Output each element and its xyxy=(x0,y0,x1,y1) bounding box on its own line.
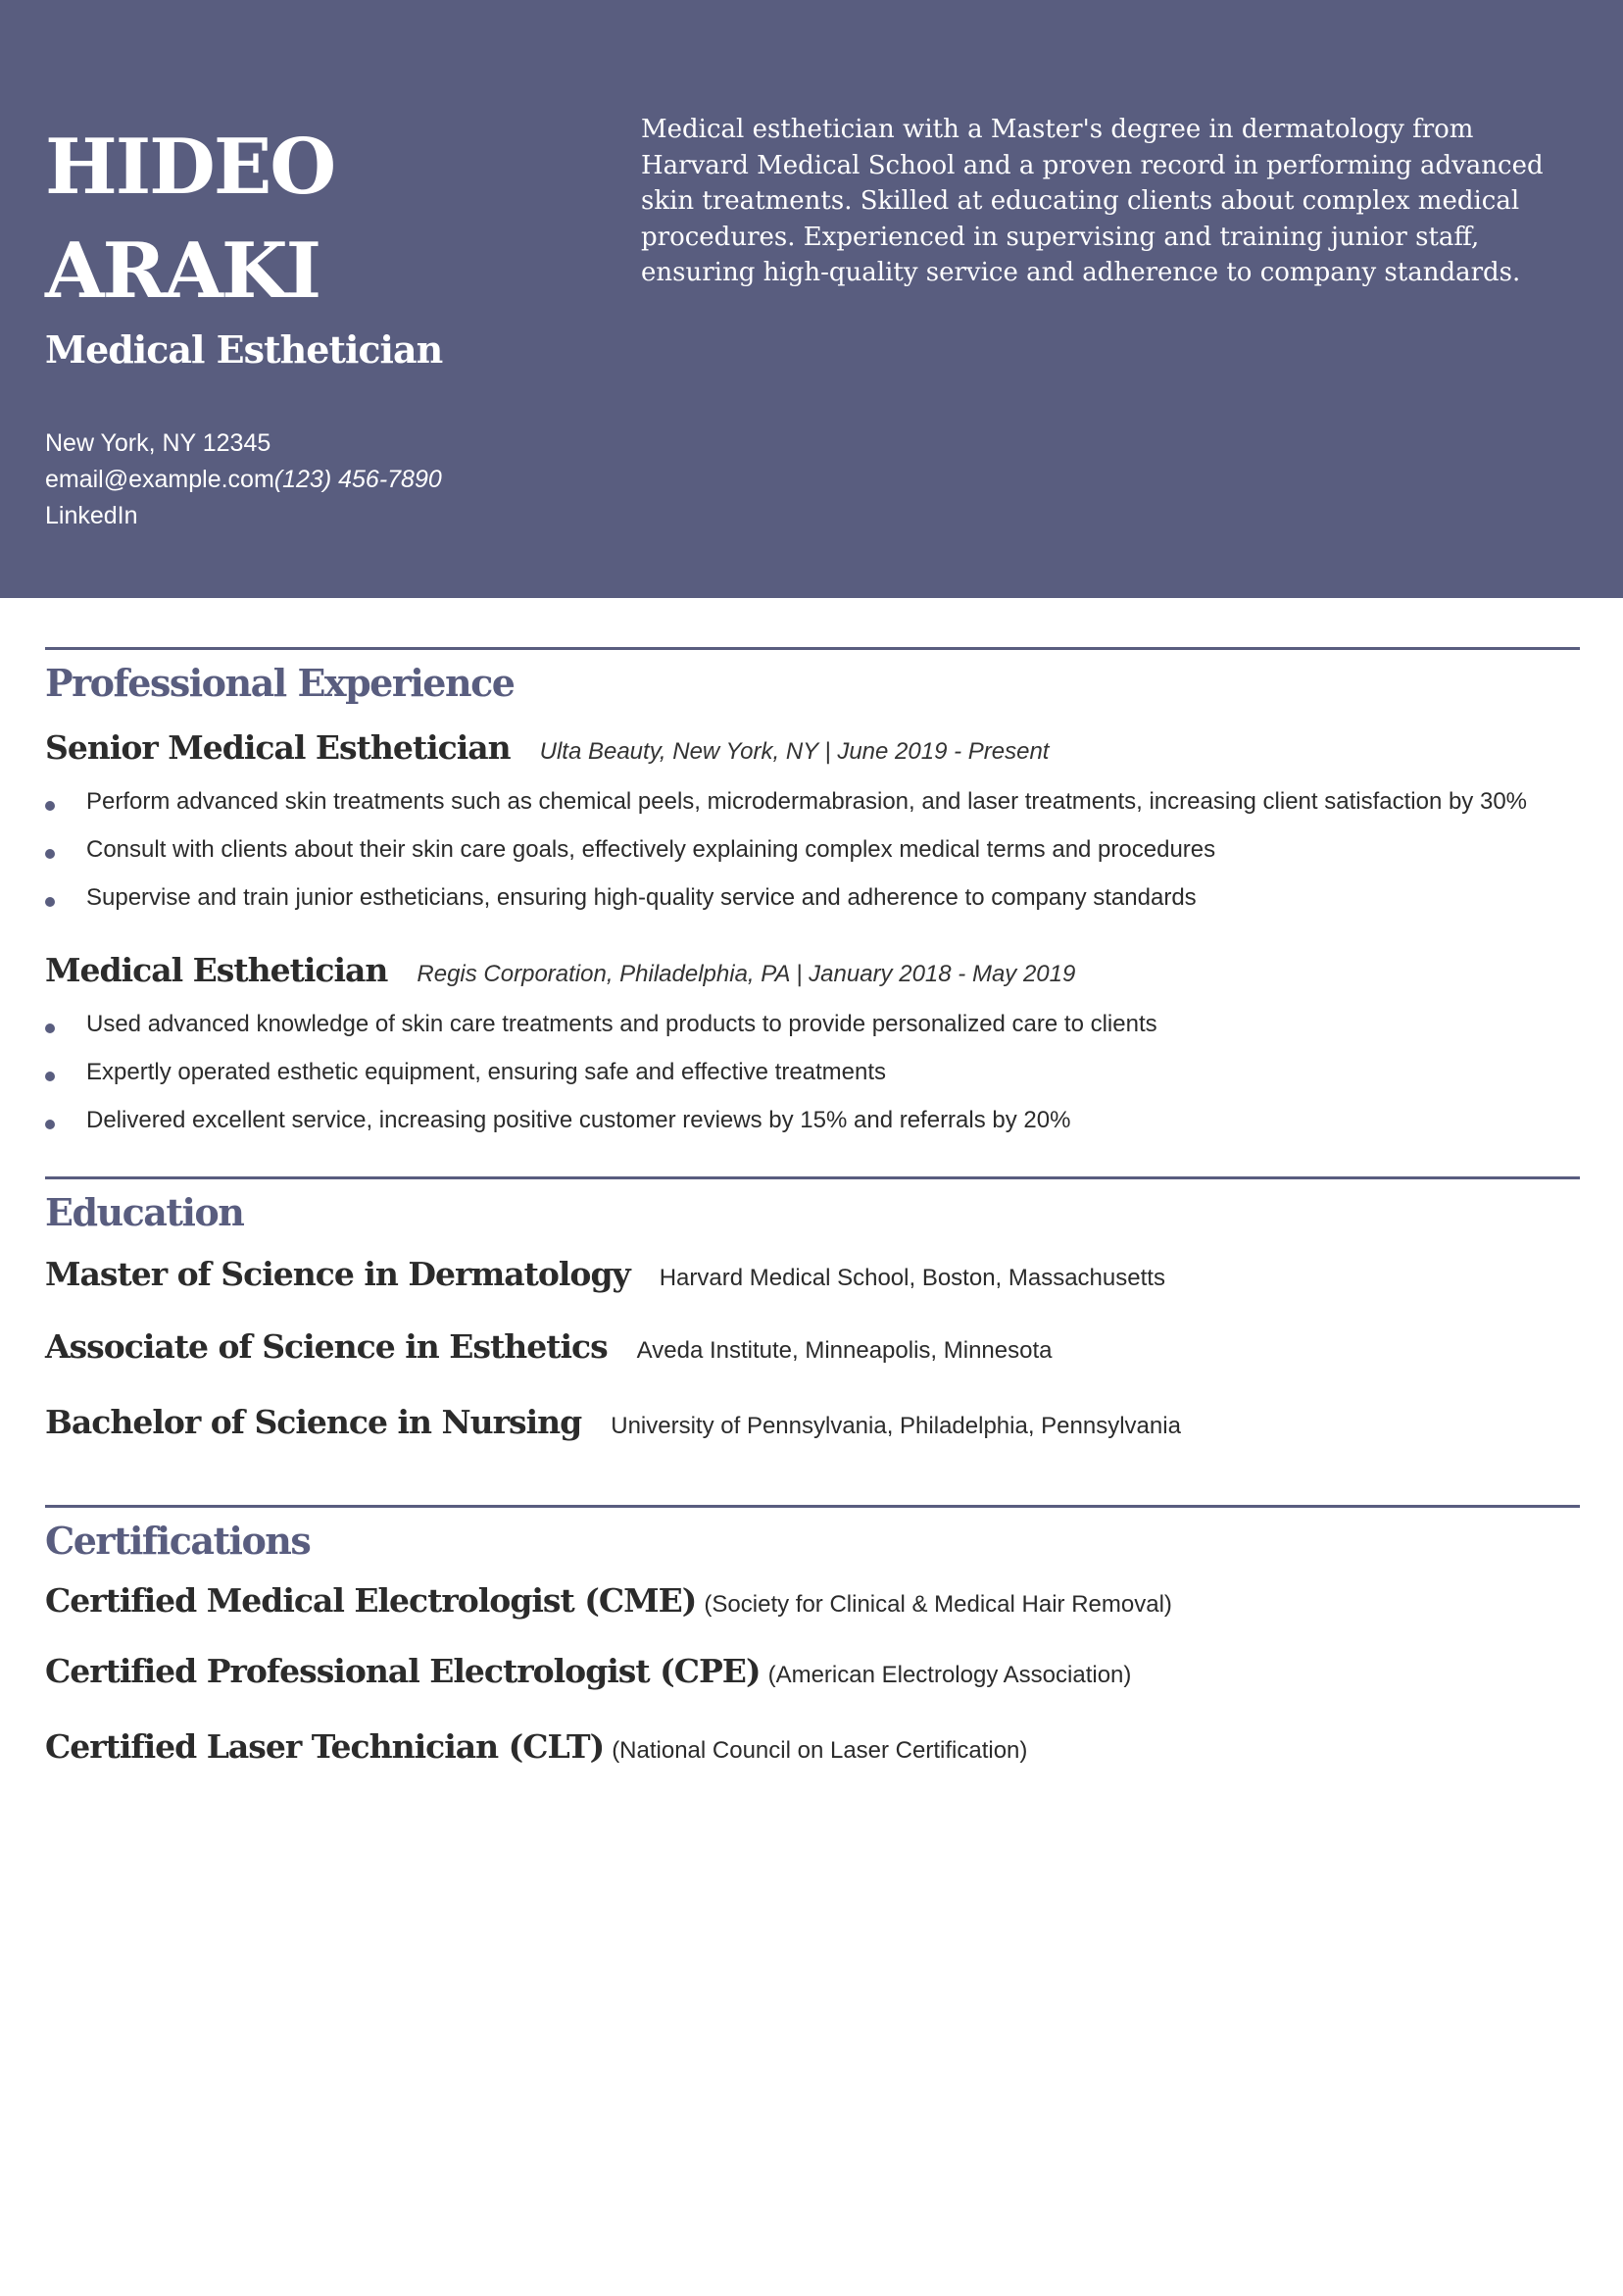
resume-header xyxy=(0,0,1623,598)
bullet-text: Consult with clients about their skin care goals, effectively explaining complex medical terms and procedures xyxy=(86,836,1216,863)
phone: (123) 456-7890 xyxy=(273,466,442,493)
certification-name: Certified Medical Electrologist (CME) xyxy=(45,1581,697,1620)
education-school: University of Pennsylvania, Philadelphia, Pennsylvania xyxy=(611,1413,1181,1439)
contact-line xyxy=(45,462,442,498)
section-title-certifications: Certifications xyxy=(45,1519,311,1563)
job-entry-meta: Regis Corporation, Philadelphia, PA | January 2018 - May 2019 xyxy=(417,961,1076,987)
last-name: ARAKI xyxy=(45,226,320,316)
education-school: Aveda Institute, Minneapolis, Minnesota xyxy=(636,1337,1053,1364)
certification-org: (American Electrology Association) xyxy=(767,1662,1132,1688)
education-entry xyxy=(45,1384,1580,1460)
bullet-icon xyxy=(45,801,55,811)
bullet-icon xyxy=(45,1023,55,1033)
job-bullets xyxy=(45,1000,1580,1144)
certification-entry xyxy=(45,1633,1580,1709)
candidate-name xyxy=(45,116,555,324)
job-entry-meta: Ulta Beauty, New York, NY | June 2019 - Present xyxy=(539,738,1050,765)
summary: Medical esthetician with a Master's degree in dermatology from Harvard Medical School and a proven record in performing advanced skin treatments. Skilled at educating clients about complex medical procedures. Experienced in supervising and training junior staff, ensuring high-quality service and adherence to company standards. xyxy=(641,115,1544,287)
bullet-icon xyxy=(45,1072,55,1081)
education-school: Harvard Medical School, Boston, Massachusetts xyxy=(659,1265,1165,1291)
first-name: HIDEO xyxy=(45,123,335,212)
list-item xyxy=(45,1048,1580,1096)
education-entry xyxy=(45,1240,1580,1309)
bullet-text: Expertly operated esthetic equipment, ensuring safe and effective treatments xyxy=(86,1059,887,1085)
bullet-text: Perform advanced skin treatments such as chemical peels, microdermabrasion, and laser treatments, increasing client satisfaction by 30% xyxy=(86,788,1528,815)
job-bullets xyxy=(45,777,1580,922)
section-title-education: Education xyxy=(45,1190,244,1234)
job-title: Medical Esthetician xyxy=(45,327,443,372)
education-degree: Associate of Science in Esthetics xyxy=(45,1327,608,1366)
bullet-icon xyxy=(45,897,55,907)
bullet-icon xyxy=(45,849,55,859)
bullet-text: Used advanced knowledge of skin care treatments and products to provide personalized care to clients xyxy=(86,1011,1157,1037)
section-divider xyxy=(45,1505,1580,1508)
job-header xyxy=(45,719,1580,777)
email-link[interactable]: email@example.com xyxy=(45,466,274,493)
list-item xyxy=(45,777,1580,825)
contact-info xyxy=(45,425,442,534)
list-item xyxy=(45,873,1580,922)
job-entry xyxy=(45,719,1580,922)
certifications-section xyxy=(45,1505,1580,1784)
job-entry-title: Medical Esthetician xyxy=(45,951,388,989)
experience-section xyxy=(45,647,1580,1144)
certification-name: Certified Professional Electrologist (CPE) xyxy=(45,1652,761,1690)
certification-entry xyxy=(45,1569,1580,1633)
job-header xyxy=(45,941,1580,1000)
bullet-icon xyxy=(45,1120,55,1129)
job-entry xyxy=(45,941,1580,1144)
section-divider xyxy=(45,647,1580,650)
certification-entry xyxy=(45,1709,1580,1784)
bullet-text: Supervise and train junior estheticians, ensuring high-quality service and adherence to company standards xyxy=(86,884,1197,911)
bullet-text: Delivered excellent service, increasing positive customer reviews by 15% and referrals by 20% xyxy=(86,1107,1071,1133)
education-degree: Master of Science in Dermatology xyxy=(45,1255,630,1293)
education-entry xyxy=(45,1309,1580,1384)
section-divider xyxy=(45,1176,1580,1179)
job-entry-title: Senior Medical Esthetician xyxy=(45,728,511,767)
linkedin-link[interactable]: LinkedIn xyxy=(45,502,138,529)
list-item xyxy=(45,1000,1580,1048)
certification-org: (National Council on Laser Certification) xyxy=(612,1737,1028,1764)
certification-name: Certified Laser Technician (CLT) xyxy=(45,1727,605,1766)
education-degree: Bachelor of Science in Nursing xyxy=(45,1403,582,1441)
location: New York, NY 12345 xyxy=(45,429,271,457)
section-title-experience: Professional Experience xyxy=(45,661,515,705)
list-item xyxy=(45,1096,1580,1144)
list-item xyxy=(45,825,1580,873)
certification-org: (Society for Clinical & Medical Hair Removal) xyxy=(704,1591,1172,1618)
education-section xyxy=(45,1176,1580,1460)
